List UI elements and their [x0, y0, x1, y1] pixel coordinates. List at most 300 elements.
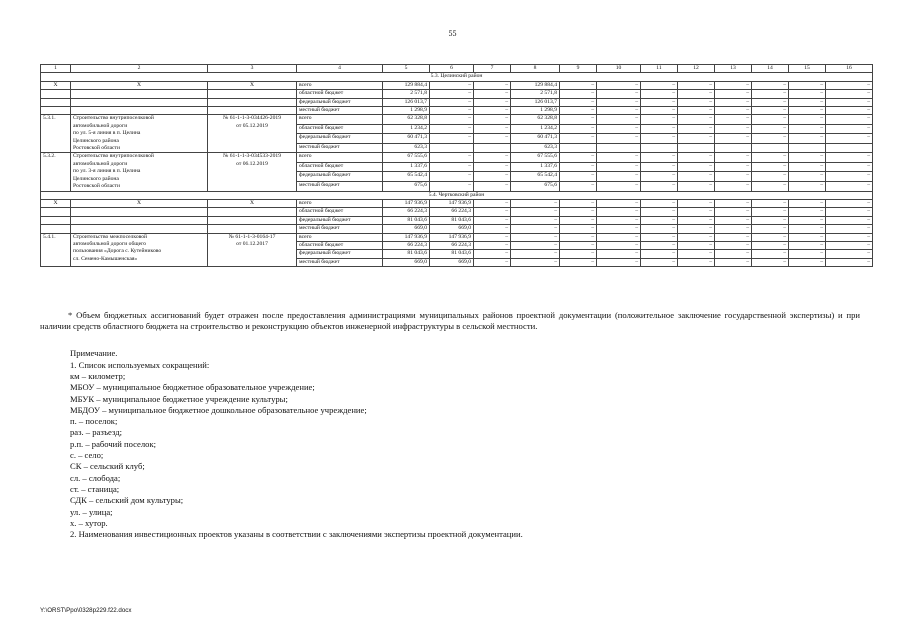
- table-cell: –: [752, 181, 789, 191]
- table-cell: –: [641, 124, 678, 134]
- table-cell: –: [641, 153, 678, 163]
- table-cell: областной бюджет: [297, 90, 383, 98]
- table-cell: –: [560, 162, 597, 172]
- table-cell: 623,3: [383, 143, 430, 153]
- table-cell: –: [641, 225, 678, 233]
- table-cell: –: [641, 98, 678, 106]
- table-cell: –: [715, 233, 752, 241]
- table-cell: областной бюджет: [297, 208, 383, 216]
- table-cell: –: [826, 172, 873, 182]
- table-cell: –: [641, 134, 678, 144]
- table-cell: –: [678, 241, 715, 249]
- project-name-line: по ул. 3-я линия в п. Целина: [73, 168, 141, 175]
- project-document-line: № 61-1-1-3-0164-17: [228, 233, 276, 240]
- table-cell: –: [826, 115, 873, 125]
- table-cell: –: [715, 208, 752, 216]
- table-cell: всего: [297, 233, 383, 241]
- table-cell: [715, 143, 752, 153]
- table-cell: –: [678, 225, 715, 233]
- table-cell: –: [474, 216, 511, 224]
- table-cell: –: [641, 162, 678, 172]
- table-cell: всего: [297, 153, 383, 163]
- table-cell: [474, 143, 511, 153]
- table-cell: –: [430, 107, 474, 115]
- table-cell: –: [511, 258, 560, 266]
- table-cell: [752, 143, 789, 153]
- table-cell: –: [752, 107, 789, 115]
- table-cell: всего: [297, 199, 383, 207]
- table-cell: –: [560, 90, 597, 98]
- table-cell: –: [641, 107, 678, 115]
- table-cell: –: [826, 134, 873, 144]
- project-document-line: № 61-1-1-3-034533-2019: [222, 153, 281, 160]
- table-cell: –: [474, 81, 511, 89]
- table-cell: [560, 143, 597, 153]
- table-cell: 1 337,6: [511, 162, 560, 172]
- table-cell: –: [789, 181, 826, 191]
- table-cell: –: [715, 199, 752, 207]
- table-cell: –: [715, 172, 752, 182]
- table-cell: областной бюджет: [297, 241, 383, 249]
- table-cell: 81 043,6: [383, 250, 430, 258]
- footer-text: [40, 310, 860, 540]
- project-document: [208, 233, 297, 267]
- table-cell: –: [715, 107, 752, 115]
- table-cell: 66 224,3: [430, 208, 474, 216]
- project-name-line: Ростовской области: [73, 145, 120, 152]
- table-cell: –: [678, 250, 715, 258]
- project-id: 5.3.2.: [41, 153, 71, 191]
- table-cell: –: [752, 208, 789, 216]
- table-cell: –: [511, 233, 560, 241]
- table-cell: –: [789, 241, 826, 249]
- table-cell: [41, 216, 71, 224]
- table-cell: –: [752, 250, 789, 258]
- note-line: раз. – разъезд;: [70, 427, 122, 438]
- column-header: 13: [715, 65, 752, 73]
- table-cell: –: [789, 199, 826, 207]
- table-cell: –: [678, 115, 715, 125]
- file-path: Y:\ORST\Ppo\0328p229.f22.docx: [40, 607, 132, 614]
- table-cell: 126 013,7: [511, 98, 560, 106]
- table-cell: 1 234,2: [383, 124, 430, 134]
- table-cell: –: [752, 225, 789, 233]
- table-cell: X: [208, 199, 297, 207]
- table-cell: –: [641, 233, 678, 241]
- table-cell: [41, 208, 71, 216]
- table-cell: –: [511, 241, 560, 249]
- table-cell: –: [678, 124, 715, 134]
- project-name-line: Целинского района: [73, 175, 119, 182]
- table-cell: –: [597, 153, 641, 163]
- column-header: 16: [826, 65, 873, 73]
- table-cell: –: [752, 162, 789, 172]
- table-cell: –: [430, 124, 474, 134]
- table-cell: –: [560, 98, 597, 106]
- table-cell: –: [560, 225, 597, 233]
- column-header: 3: [208, 65, 297, 73]
- table-cell: –: [826, 225, 873, 233]
- table-cell: [208, 216, 297, 224]
- table-cell: 669,0: [430, 225, 474, 233]
- table-cell: 65 542,4: [511, 172, 560, 182]
- table-cell: местный бюджет: [297, 258, 383, 266]
- note-line: ул. – улица;: [70, 506, 113, 517]
- total-row: [41, 98, 873, 106]
- column-header: 11: [641, 65, 678, 73]
- table-cell: –: [511, 208, 560, 216]
- project-document-line: от 01.12.2017: [236, 240, 268, 247]
- table-cell: –: [560, 241, 597, 249]
- table-cell: –: [678, 181, 715, 191]
- table-cell: федеральный бюджет: [297, 250, 383, 258]
- table-cell: –: [826, 199, 873, 207]
- table-cell: X: [71, 81, 208, 89]
- table-cell: 81 043,6: [383, 216, 430, 224]
- table-cell: [208, 90, 297, 98]
- table-cell: –: [430, 162, 474, 172]
- table-cell: [678, 143, 715, 153]
- project-row: [41, 233, 873, 241]
- note-line: х. – хутор.: [70, 517, 108, 528]
- table-cell: –: [641, 115, 678, 125]
- table-cell: –: [752, 98, 789, 106]
- table-cell: –: [826, 181, 873, 191]
- table-cell: –: [560, 250, 597, 258]
- table-cell: –: [826, 90, 873, 98]
- table-cell: –: [715, 241, 752, 249]
- table-cell: –: [474, 115, 511, 125]
- table-cell: –: [641, 241, 678, 249]
- table-cell: [41, 107, 71, 115]
- table-cell: –: [474, 233, 511, 241]
- table-cell: –: [474, 98, 511, 106]
- project-name-line: по ул. 5-я линия в п. Целина: [73, 130, 141, 137]
- table-cell: –: [597, 216, 641, 224]
- table-cell: –: [752, 115, 789, 125]
- project-name-line: автомобильной дороги: [73, 122, 128, 129]
- table-cell: –: [826, 107, 873, 115]
- table-cell: –: [678, 98, 715, 106]
- project-document: [208, 115, 297, 153]
- table-cell: [41, 90, 71, 98]
- table-cell: –: [560, 124, 597, 134]
- table-cell: –: [560, 216, 597, 224]
- table-cell: 66 224,3: [383, 208, 430, 216]
- table-cell: –: [752, 199, 789, 207]
- table-cell: –: [752, 81, 789, 89]
- note-line: Примечание.: [70, 348, 118, 359]
- table-cell: –: [789, 124, 826, 134]
- table-cell: –: [789, 162, 826, 172]
- table-cell: –: [474, 124, 511, 134]
- total-row: [41, 90, 873, 98]
- table-cell: –: [715, 181, 752, 191]
- table-cell: федеральный бюджет: [297, 172, 383, 182]
- table-cell: X: [41, 199, 71, 207]
- table-cell: –: [560, 258, 597, 266]
- total-row: [41, 199, 873, 207]
- table-cell: –: [597, 199, 641, 207]
- table-cell: –: [641, 250, 678, 258]
- project-name-line: Ростовской области: [73, 183, 120, 190]
- table-cell: –: [474, 134, 511, 144]
- table-cell: –: [826, 124, 873, 134]
- project-name-line: пользования «Дорога с. Кутейниково: [73, 248, 162, 255]
- table-cell: [71, 216, 208, 224]
- page-number: 55: [448, 29, 457, 38]
- table-cell: федеральный бюджет: [297, 216, 383, 224]
- table-cell: –: [678, 258, 715, 266]
- table-cell: –: [597, 98, 641, 106]
- project-name-line: сл. Семено-Камышенская»: [73, 255, 138, 262]
- table-cell: –: [678, 81, 715, 89]
- table-cell: –: [715, 124, 752, 134]
- table-cell: [71, 98, 208, 106]
- column-header: 9: [560, 65, 597, 73]
- table-cell: –: [641, 216, 678, 224]
- note-line: СДК – сельский дом культуры;: [70, 495, 184, 506]
- table-cell: –: [641, 181, 678, 191]
- table-cell: –: [789, 81, 826, 89]
- note-line: 1. Список используемых сокращений:: [70, 359, 210, 370]
- table-cell: –: [715, 115, 752, 125]
- table-cell: [641, 143, 678, 153]
- table-cell: –: [474, 107, 511, 115]
- table-cell: [208, 225, 297, 233]
- project-id: 5.3.1.: [41, 115, 71, 153]
- table-cell: X: [208, 81, 297, 89]
- table-cell: –: [678, 134, 715, 144]
- section-title: 5.3. Целинский район: [41, 73, 873, 81]
- table-cell: местный бюджет: [297, 181, 383, 191]
- table-cell: –: [641, 81, 678, 89]
- total-row: [41, 216, 873, 224]
- table-cell: [71, 107, 208, 115]
- table-cell: 66 224,3: [430, 241, 474, 249]
- table-cell: 65 542,4: [383, 172, 430, 182]
- table-cell: –: [826, 233, 873, 241]
- table-cell: –: [789, 153, 826, 163]
- note-line: 2. Наименования инвестиционных проектов указаны в соответствии с заключениями экспертизы проектной документации.: [70, 529, 523, 540]
- table-cell: –: [560, 134, 597, 144]
- project-document-line: № 61-1-1-3-034426-2019: [222, 115, 281, 122]
- table-cell: –: [597, 162, 641, 172]
- column-header: 8: [511, 65, 560, 73]
- table-cell: областной бюджет: [297, 162, 383, 172]
- table-cell: [430, 143, 474, 153]
- table-cell: –: [678, 90, 715, 98]
- column-header: 7: [474, 65, 511, 73]
- table-cell: –: [678, 162, 715, 172]
- table-cell: –: [597, 124, 641, 134]
- table-cell: –: [474, 225, 511, 233]
- table-cell: –: [678, 233, 715, 241]
- table-cell: 147 936,9: [383, 233, 430, 241]
- table-cell: –: [641, 199, 678, 207]
- table-cell: 669,0: [430, 258, 474, 266]
- table-cell: –: [789, 216, 826, 224]
- table-cell: [41, 225, 71, 233]
- table-cell: –: [789, 250, 826, 258]
- table-cell: 62 328,8: [511, 115, 560, 125]
- table-cell: –: [597, 81, 641, 89]
- table-cell: –: [678, 153, 715, 163]
- table-cell: –: [474, 153, 511, 163]
- table-cell: –: [597, 107, 641, 115]
- table-cell: [71, 208, 208, 216]
- project-name: [71, 233, 208, 267]
- project-row: [41, 153, 873, 163]
- table-cell: 60 471,3: [383, 134, 430, 144]
- note-line: п. – поселок;: [70, 416, 118, 427]
- table-cell: –: [789, 90, 826, 98]
- table-cell: –: [511, 216, 560, 224]
- table-cell: –: [597, 208, 641, 216]
- note-line: р.п. – рабочий поселок;: [70, 438, 157, 449]
- table-cell: федеральный бюджет: [297, 98, 383, 106]
- section-title-row: [41, 191, 873, 199]
- table-cell: –: [789, 107, 826, 115]
- table-cell: –: [641, 90, 678, 98]
- project-name-line: Целинского района: [73, 137, 119, 144]
- table-cell: –: [597, 115, 641, 125]
- table-cell: –: [752, 153, 789, 163]
- table-cell: 81 043,6: [430, 216, 474, 224]
- section-title-row: [41, 73, 873, 81]
- table-cell: –: [474, 241, 511, 249]
- table-cell: –: [560, 181, 597, 191]
- table-cell: –: [752, 172, 789, 182]
- note-line: с. – село;: [70, 450, 104, 461]
- table-cell: –: [715, 153, 752, 163]
- table-cell: –: [430, 153, 474, 163]
- table-cell: –: [511, 250, 560, 258]
- table-cell: –: [641, 208, 678, 216]
- table-cell: –: [715, 162, 752, 172]
- table-cell: –: [752, 241, 789, 249]
- table-cell: 669,0: [383, 258, 430, 266]
- table-cell: –: [597, 181, 641, 191]
- table-cell: –: [826, 98, 873, 106]
- table-cell: –: [715, 250, 752, 258]
- table-cell: 66 224,3: [383, 241, 430, 249]
- table-cell: –: [430, 98, 474, 106]
- table-cell: –: [789, 115, 826, 125]
- table-cell: –: [789, 172, 826, 182]
- table-cell: местный бюджет: [297, 143, 383, 153]
- table-cell: –: [752, 233, 789, 241]
- table-cell: X: [41, 81, 71, 89]
- table-cell: –: [560, 199, 597, 207]
- header-row: [41, 65, 873, 73]
- table-cell: –: [752, 258, 789, 266]
- project-name-line: Строительство внутрипоселковой: [73, 153, 154, 160]
- table-cell: –: [430, 134, 474, 144]
- project-document-line: от 05.12.2019: [236, 122, 268, 129]
- table-cell: X: [71, 199, 208, 207]
- table-cell: 147 936,9: [383, 199, 430, 207]
- table-cell: –: [826, 216, 873, 224]
- table-cell: –: [430, 181, 474, 191]
- table-cell: –: [826, 250, 873, 258]
- table-cell: 60 471,3: [511, 134, 560, 144]
- table-cell: –: [715, 134, 752, 144]
- table-cell: [41, 98, 71, 106]
- column-header: 5: [383, 65, 430, 73]
- table-cell: –: [678, 199, 715, 207]
- table-cell: –: [560, 81, 597, 89]
- table-cell: –: [641, 172, 678, 182]
- table-cell: –: [789, 225, 826, 233]
- note-line: МБУК – муниципальное бюджетное учреждение культуры;: [70, 393, 288, 404]
- table-cell: –: [597, 233, 641, 241]
- table-cell: –: [678, 216, 715, 224]
- project-document: [208, 153, 297, 191]
- table-cell: –: [789, 134, 826, 144]
- table-cell: 675,6: [511, 181, 560, 191]
- table-cell: –: [560, 153, 597, 163]
- table-cell: [208, 208, 297, 216]
- note-line: МБОУ – муниципальное бюджетное образовательное учреждение;: [70, 382, 315, 393]
- table-cell: –: [430, 90, 474, 98]
- table-cell: –: [752, 216, 789, 224]
- table-cell: федеральный бюджет: [297, 134, 383, 144]
- column-header: 2: [71, 65, 208, 73]
- table-cell: местный бюджет: [297, 225, 383, 233]
- table-cell: [71, 90, 208, 98]
- table-cell: –: [826, 153, 873, 163]
- table-cell: 147 936,9: [430, 199, 474, 207]
- total-row: [41, 81, 873, 89]
- table-cell: –: [511, 225, 560, 233]
- table-cell: 1 234,2: [511, 124, 560, 134]
- table-cell: –: [430, 172, 474, 182]
- table-cell: –: [597, 172, 641, 182]
- table-cell: –: [678, 107, 715, 115]
- table-cell: –: [678, 208, 715, 216]
- table-cell: –: [826, 81, 873, 89]
- table-cell: –: [715, 98, 752, 106]
- table-cell: –: [597, 225, 641, 233]
- column-header: 10: [597, 65, 641, 73]
- table-cell: –: [678, 172, 715, 182]
- table-cell: –: [715, 81, 752, 89]
- table-cell: –: [789, 208, 826, 216]
- table-cell: всего: [297, 81, 383, 89]
- project-id: 5.4.1.: [41, 233, 71, 267]
- table-cell: –: [789, 258, 826, 266]
- table-cell: 67 555,6: [383, 153, 430, 163]
- table-cell: [208, 98, 297, 106]
- project-name-line: автомобильной дороги общего: [73, 240, 147, 247]
- table-cell: 669,0: [383, 225, 430, 233]
- table-cell: –: [789, 98, 826, 106]
- table-cell: –: [789, 233, 826, 241]
- project-name: [71, 115, 208, 153]
- table-cell: –: [560, 172, 597, 182]
- notes-list: [40, 348, 860, 540]
- table-cell: 1 298,9: [511, 107, 560, 115]
- total-row: [41, 208, 873, 216]
- table-cell: 1 337,6: [383, 162, 430, 172]
- table-cell: местный бюджет: [297, 107, 383, 115]
- note-line: ст. – станица;: [70, 483, 120, 494]
- column-header: 15: [789, 65, 826, 73]
- table-cell: [71, 225, 208, 233]
- column-header: 4: [297, 65, 383, 73]
- table-cell: –: [511, 199, 560, 207]
